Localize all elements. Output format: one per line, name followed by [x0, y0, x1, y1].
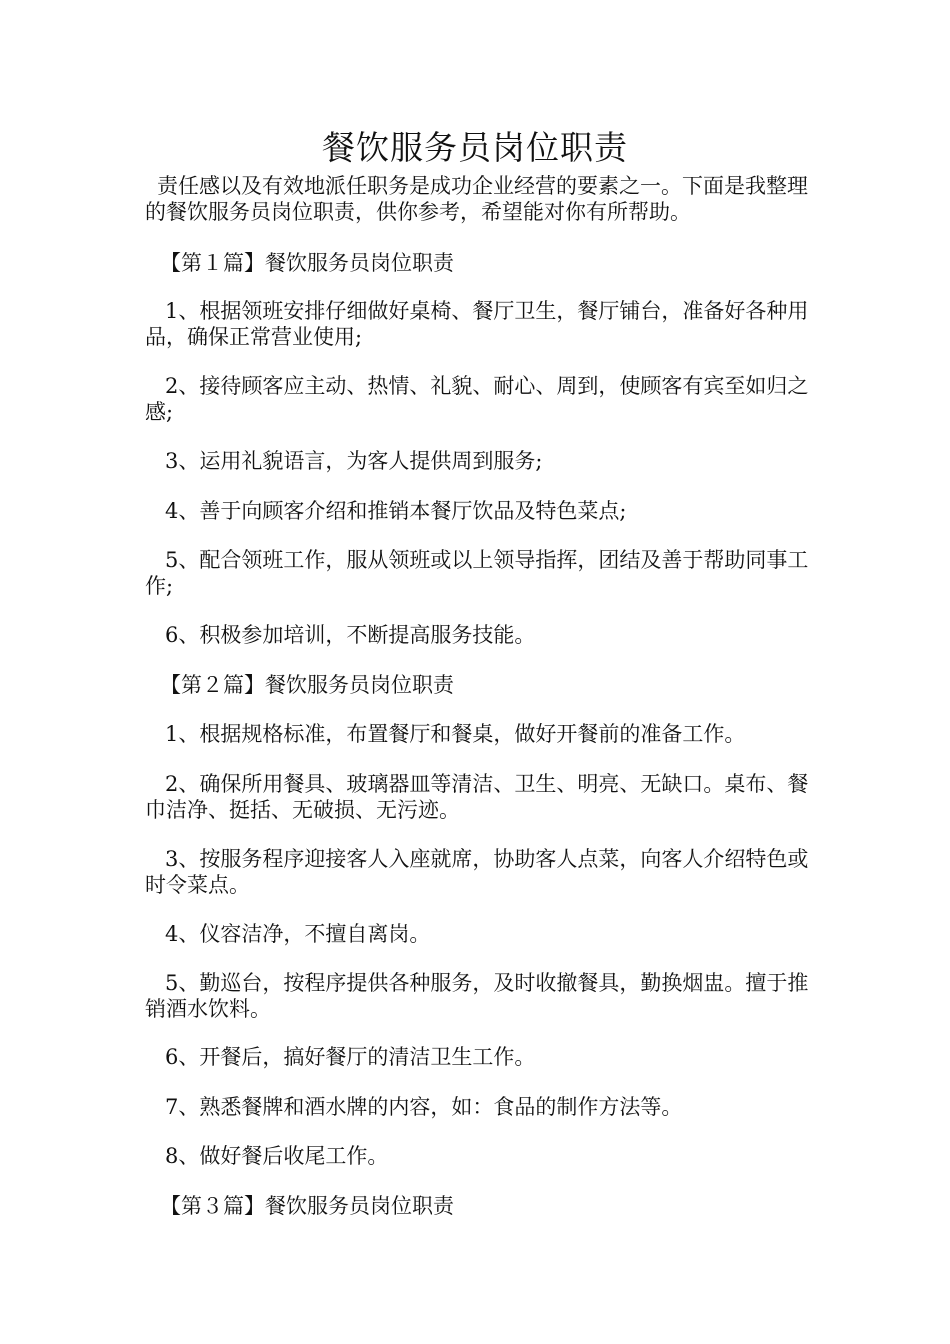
section-1-item-1: 1、根据领班安排仔细做好桌椅、餐厅卫生，餐厅铺台，准备好各种用品，确保正常营业使用;: [145, 299, 809, 349]
section-2-item-6: 6、开餐后，搞好餐厅的清洁卫生工作。: [165, 1045, 536, 1069]
section-2-heading: 【第２篇】餐饮服务员岗位职责: [160, 673, 454, 697]
section-2-item-4: 4、仪容洁净，不擅自离岗。: [165, 922, 431, 946]
section-2-item-8: 8、做好餐后收尾工作。: [165, 1144, 389, 1168]
section-2-item-3: 3、按服务程序迎接客人入座就席，协助客人点菜，向客人介绍特色或时令菜点。: [145, 847, 809, 897]
section-2-item-1: 1、根据规格标准，布置餐厅和餐桌，做好开餐前的准备工作。: [165, 722, 746, 746]
section-2-item-2: 2、确保所用餐具、玻璃器皿等清洁、卫生、明亮、无缺口。桌布、餐巾洁净、挺括、无破损、无污迹。: [145, 772, 809, 822]
section-1-heading: 【第１篇】餐饮服务员岗位职责: [160, 251, 454, 275]
section-2-item-5: 5、勤巡台，按程序提供各种服务，及时收撤餐具，勤换烟盅。擅于推销酒水饮料。: [145, 971, 809, 1021]
section-1-item-6: 6、积极参加培训，不断提高服务技能。: [165, 623, 536, 647]
intro-paragraph: 责任感以及有效地派任职务是成功企业经营的要素之一。下面是我整理的餐饮服务员岗位职责，供你参考，希望能对你有所帮助。: [145, 174, 808, 224]
section-2-item-7: 7、熟悉餐牌和酒水牌的内容，如：食品的制作方法等。: [165, 1095, 683, 1119]
section-1-item-2: 2、接待顾客应主动、热情、礼貌、耐心、周到，使顾客有宾至如归之感;: [145, 374, 809, 424]
document-title: 餐饮服务员岗位职责: [322, 128, 628, 167]
section-3-heading: 【第３篇】餐饮服务员岗位职责: [160, 1194, 454, 1218]
section-1-item-3: 3、运用礼貌语言，为客人提供周到服务;: [165, 449, 543, 473]
section-1-item-4: 4、善于向顾客介绍和推销本餐厅饮品及特色菜点;: [165, 499, 627, 523]
section-1-item-5: 5、配合领班工作，服从领班或以上领导指挥，团结及善于帮助同事工作;: [145, 548, 809, 598]
